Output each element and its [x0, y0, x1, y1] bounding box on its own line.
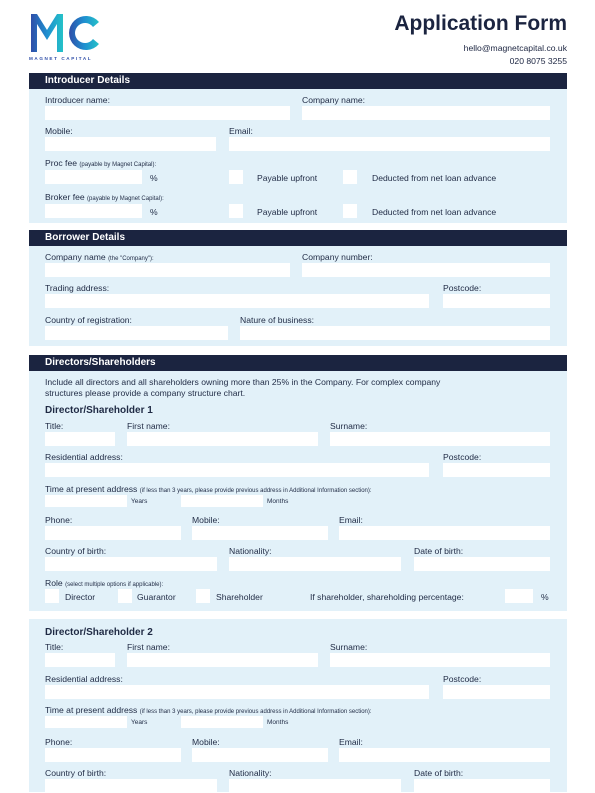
d1-country-birth-label: Country of birth:: [45, 546, 107, 556]
d1-years-field[interactable]: [45, 495, 127, 507]
mobile-label: Mobile:: [45, 126, 73, 136]
d1-surname-field[interactable]: [330, 432, 550, 446]
proc-fee-deducted-label: Deducted from net loan advance: [372, 173, 497, 183]
d1-time-note: (if less than 3 years, please provide previous address in Additional Information section):: [139, 488, 372, 494]
director-2-heading: Director/Shareholder 2: [45, 627, 153, 638]
d2-time-note: (if less than 3 years, please provide previous address in Additional Information section):: [139, 709, 372, 715]
d1-shareholder-checkbox[interactable]: [196, 589, 210, 603]
d2-postcode-label: Postcode:: [443, 674, 482, 684]
company-number-label: Company number:: [302, 252, 373, 262]
d1-director-label: Director: [65, 592, 96, 602]
d1-title-label: Title:: [45, 421, 64, 431]
d1-title-field[interactable]: [45, 432, 115, 446]
country-registration-label: Country of registration:: [45, 315, 132, 325]
contact-email[interactable]: hello@magnetcapital.co.uk: [463, 43, 567, 53]
proc-fee-upfront-label: Payable upfront: [257, 173, 318, 183]
d2-dob-label: Date of birth:: [414, 768, 464, 778]
broker-fee-percent: %: [150, 207, 158, 217]
d1-shareholding-percent: %: [541, 592, 549, 602]
borrower-postcode-field[interactable]: [443, 294, 550, 308]
d1-postcode-label: Postcode:: [443, 452, 482, 462]
d1-first-name-label: First name:: [127, 421, 170, 431]
broker-fee-upfront-checkbox[interactable]: [229, 204, 243, 218]
proc-fee-deducted-checkbox[interactable]: [343, 170, 357, 184]
d1-role-text: Role: [45, 578, 63, 588]
borrower-company-name-label: [45, 252, 154, 262]
country-registration-field[interactable]: [45, 326, 228, 340]
page-title: Application Form: [394, 12, 567, 35]
d1-first-name-field[interactable]: [127, 432, 318, 446]
d1-postcode-field[interactable]: [443, 463, 550, 477]
mobile-field[interactable]: [45, 137, 216, 151]
d1-role-label: [45, 578, 163, 588]
trading-address-label: Trading address:: [45, 283, 110, 293]
d1-country-birth-field[interactable]: [45, 557, 217, 571]
broker-fee-label: [45, 192, 164, 202]
d2-country-birth-label: Country of birth:: [45, 768, 107, 778]
borrower-company-name-note: (the "Company"):: [108, 256, 154, 262]
company-name-label: Company name:: [302, 95, 366, 105]
d1-months-field[interactable]: [181, 495, 263, 507]
proc-fee-upfront-checkbox[interactable]: [229, 170, 243, 184]
d2-time-text: Time at present address: [45, 705, 138, 715]
d2-email-label: Email:: [339, 737, 363, 747]
d1-phone-field[interactable]: [45, 526, 181, 540]
d2-first-name-label: First name:: [127, 642, 170, 652]
proc-fee-text: Proc fee: [45, 158, 78, 168]
d2-surname-field[interactable]: [330, 653, 550, 667]
logo-caption: MAGNET CAPITAL: [29, 56, 93, 61]
proc-fee-note: (payable by Magnet Capital):: [79, 162, 157, 168]
d2-dob-field[interactable]: [414, 779, 550, 793]
introducer-name-field[interactable]: [45, 106, 290, 120]
d1-email-label: Email:: [339, 515, 363, 525]
d2-title-field[interactable]: [45, 653, 115, 667]
nature-business-label: Nature of business:: [240, 315, 315, 325]
d1-residential-field[interactable]: [45, 463, 429, 477]
d1-shareholding-field[interactable]: [505, 589, 533, 603]
d2-title-label: Title:: [45, 642, 64, 652]
section-borrower-heading: Borrower Details: [29, 230, 567, 246]
d1-mobile-field[interactable]: [192, 526, 328, 540]
d1-nationality-field[interactable]: [229, 557, 401, 571]
directors-intro-line2: structures please provide a company structure chart.: [45, 388, 246, 398]
proc-fee-label: [45, 158, 156, 168]
d1-dob-label: Date of birth:: [414, 546, 464, 556]
borrower-company-name-field[interactable]: [45, 263, 290, 277]
broker-fee-text: Broker fee: [45, 192, 85, 202]
d2-phone-field[interactable]: [45, 748, 181, 762]
d2-postcode-field[interactable]: [443, 685, 550, 699]
director-1-heading: Director/Shareholder 1: [45, 405, 153, 416]
introducer-name-label: Introducer name:: [45, 95, 110, 105]
contact-phone: 020 8075 3255: [509, 56, 567, 66]
d2-months-field[interactable]: [181, 716, 263, 728]
nature-business-field[interactable]: [240, 326, 550, 340]
section-introducer-heading: Introducer Details: [29, 73, 567, 89]
d2-years-field[interactable]: [45, 716, 127, 728]
borrower-company-name-text: Company name: [45, 252, 106, 262]
company-number-field[interactable]: [302, 263, 550, 277]
broker-fee-note: (payable by Magnet Capital):: [87, 196, 164, 202]
d2-residential-field[interactable]: [45, 685, 429, 699]
d2-phone-label: Phone:: [45, 737, 73, 747]
company-name-field[interactable]: [302, 106, 550, 120]
d2-mobile-label: Mobile:: [192, 737, 220, 747]
d1-mobile-label: Mobile:: [192, 515, 220, 525]
proc-fee-field[interactable]: [45, 170, 142, 184]
d1-director-checkbox[interactable]: [45, 589, 59, 603]
d2-email-field[interactable]: [339, 748, 550, 762]
borrower-postcode-label: Postcode:: [443, 283, 482, 293]
d1-shareholder-label: Shareholder: [216, 592, 263, 602]
d1-phone-label: Phone:: [45, 515, 73, 525]
broker-fee-deducted-label: Deducted from net loan advance: [372, 207, 497, 217]
d1-role-note: (select multiple options if applicable):: [65, 582, 164, 588]
trading-address-field[interactable]: [45, 294, 429, 308]
d2-country-birth-field[interactable]: [45, 779, 217, 793]
d2-surname-label: Surname:: [330, 642, 368, 652]
broker-fee-upfront-label: Payable upfront: [257, 207, 318, 217]
d1-months-label: Months: [267, 498, 289, 505]
d2-months-label: Months: [267, 719, 289, 726]
d1-shareholding-label: If shareholder, shareholding percentage:: [310, 592, 464, 602]
d2-mobile-field[interactable]: [192, 748, 328, 762]
company-logo: [29, 12, 109, 66]
d1-time-label: [45, 484, 372, 494]
d1-residential-label: Residential address:: [45, 452, 123, 462]
d1-email-field[interactable]: [339, 526, 550, 540]
d1-dob-field[interactable]: [414, 557, 550, 571]
email-label: Email:: [229, 126, 253, 136]
directors-intro-line1: Include all directors and all shareholders owning more than 25% in the Company. For complex company: [45, 377, 441, 387]
broker-fee-field[interactable]: [45, 204, 142, 218]
d2-residential-label: Residential address:: [45, 674, 123, 684]
d1-guarantor-checkbox[interactable]: [118, 589, 132, 603]
d2-nationality-label: Nationality:: [229, 768, 272, 778]
d1-years-label: Years: [131, 498, 148, 505]
email-field[interactable]: [229, 137, 550, 151]
d2-nationality-field[interactable]: [229, 779, 401, 793]
broker-fee-deducted-checkbox[interactable]: [343, 204, 357, 218]
d2-years-label: Years: [131, 719, 148, 726]
section-directors-heading: Directors/Shareholders: [29, 355, 567, 371]
d1-time-text: Time at present address: [45, 484, 138, 494]
d1-guarantor-label: Guarantor: [137, 592, 176, 602]
d2-time-label: [45, 705, 372, 715]
d2-first-name-field[interactable]: [127, 653, 318, 667]
d1-surname-label: Surname:: [330, 421, 368, 431]
proc-fee-percent: %: [150, 173, 158, 183]
d1-nationality-label: Nationality:: [229, 546, 272, 556]
